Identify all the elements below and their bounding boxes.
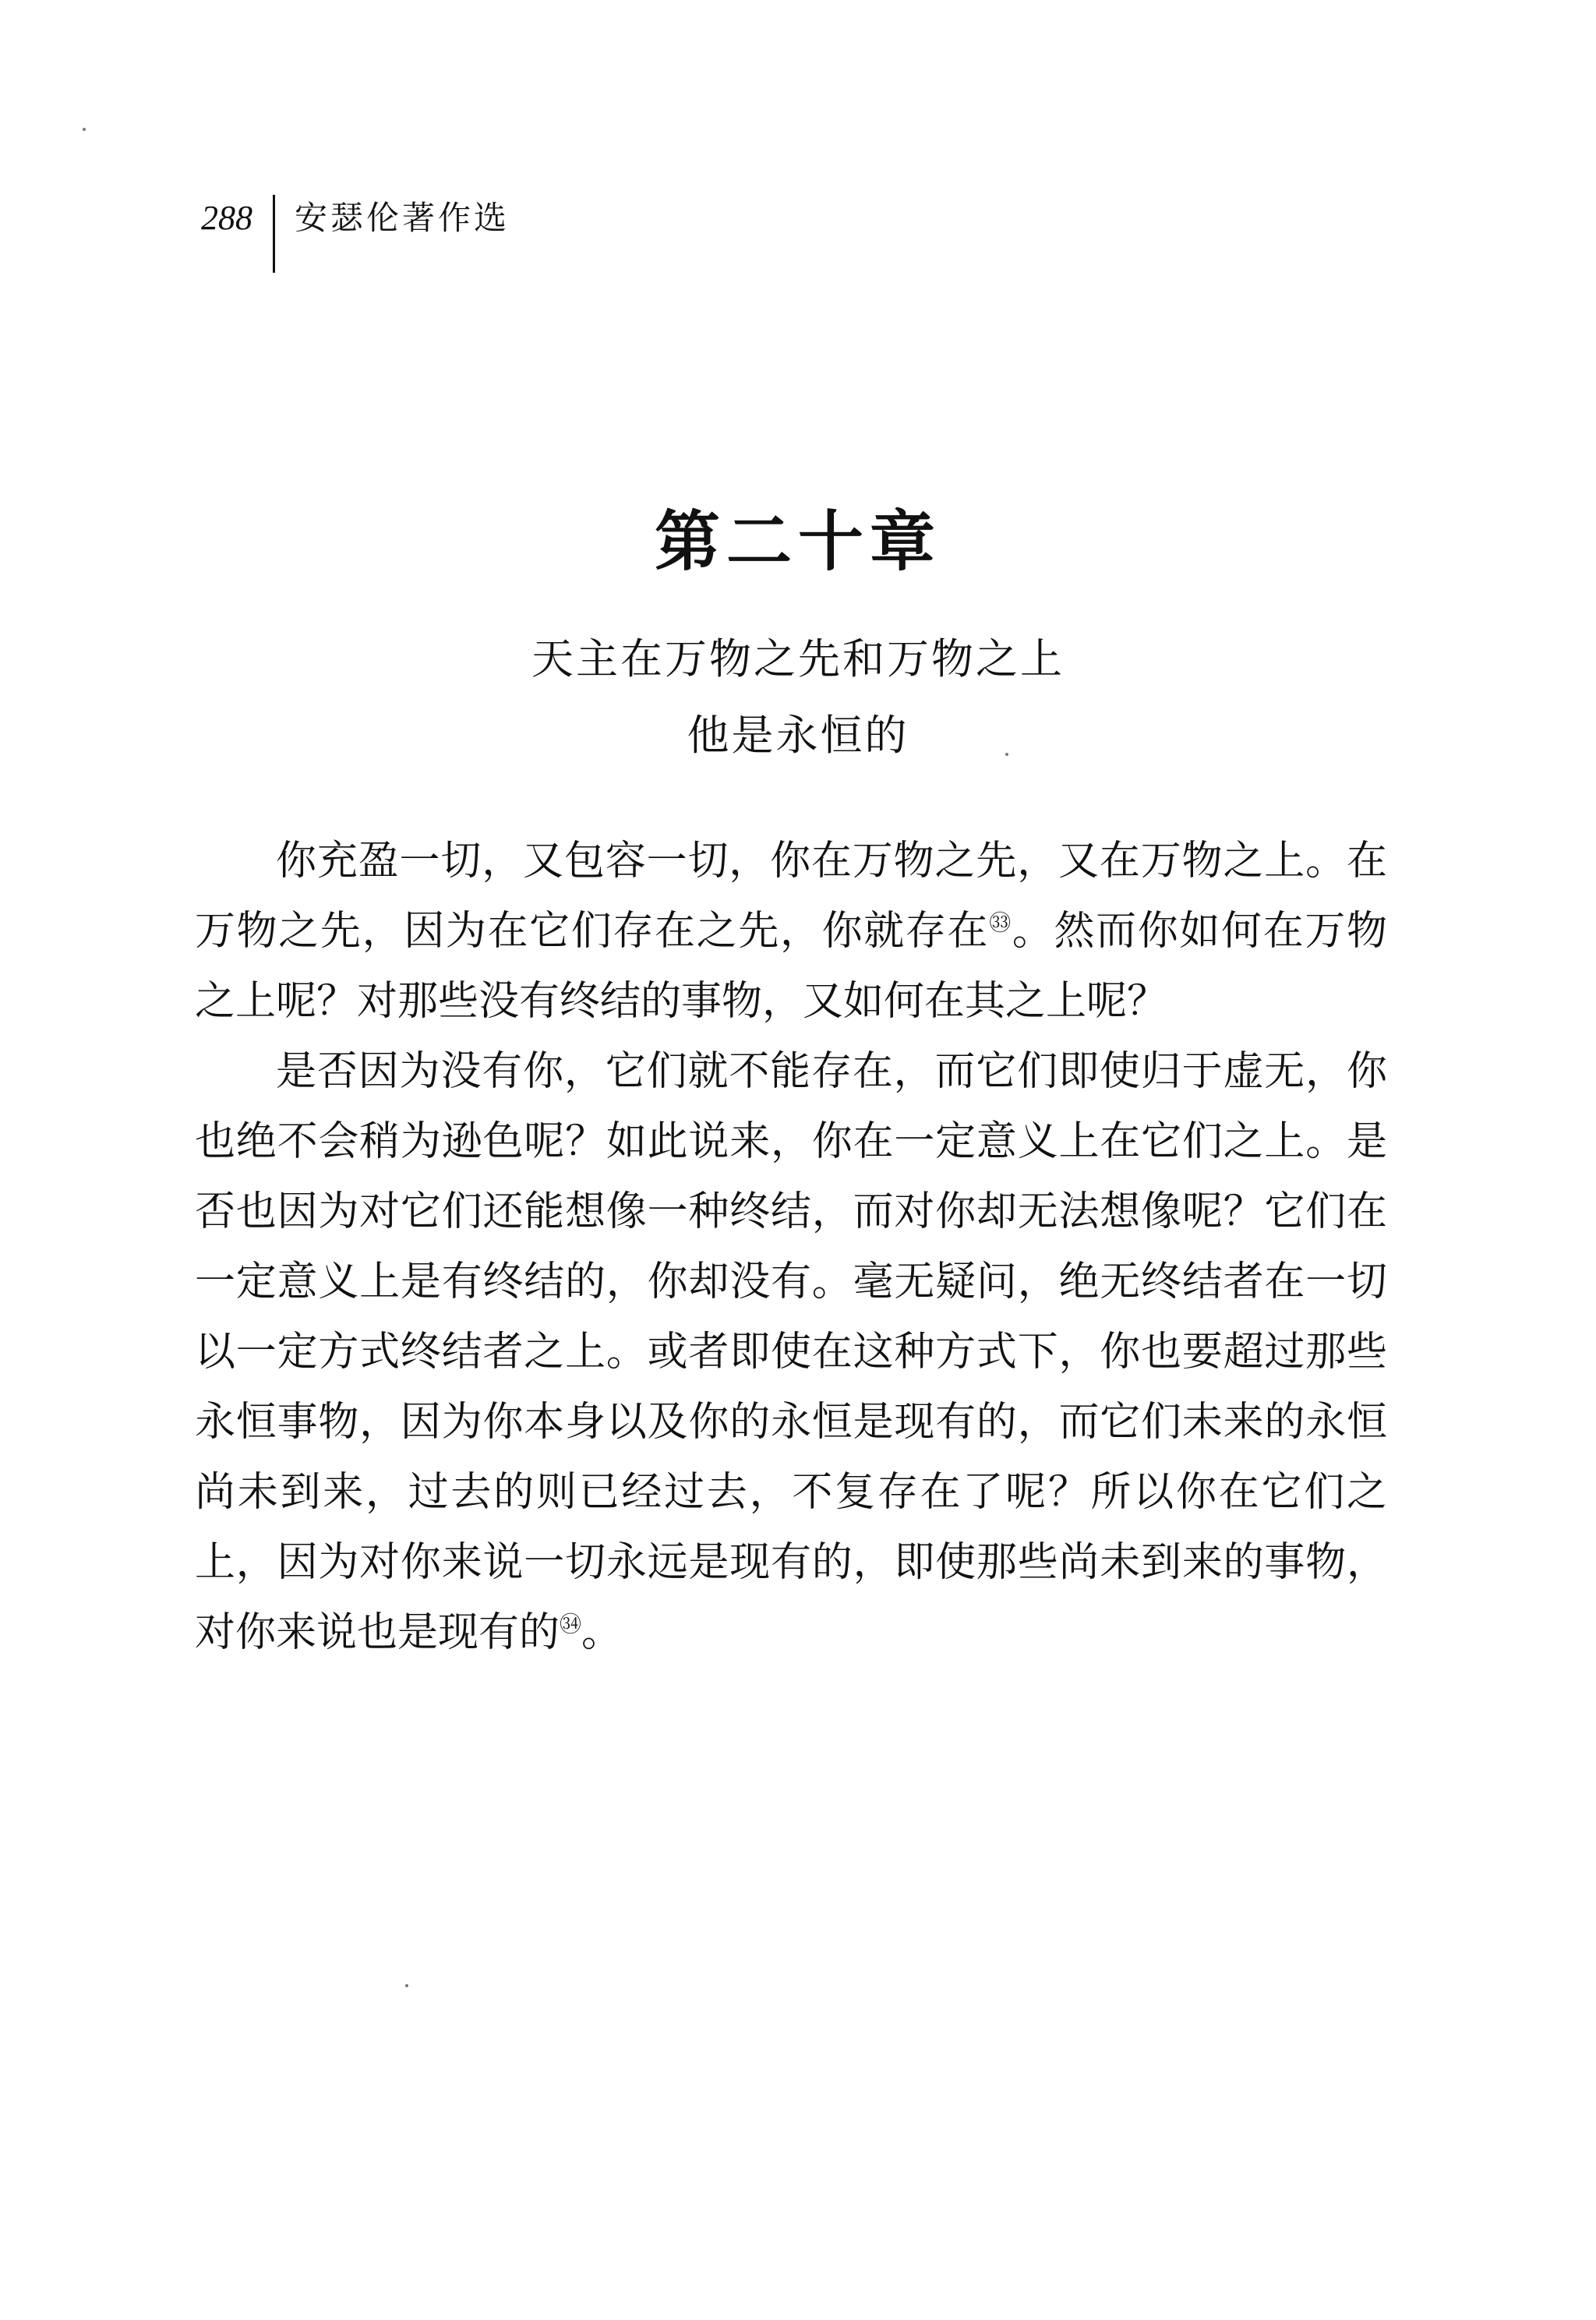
page-number: 288 [201,199,252,237]
paragraph-2 [195,1036,1387,1668]
paragraph-2-text-continued: 。 [581,1609,623,1656]
scan-speck [405,1984,408,1987]
header-divider [273,195,275,273]
paragraph-1-text-continued: 。然而你如何在万物之上呢？对那些没有终结的事物，又如何在其之上呢？ [195,908,1387,1025]
chapter-subtitle-line-2: 他是永恒的 [687,711,909,760]
scan-speck [1005,753,1008,756]
scan-speck [83,128,86,131]
footnote-marker-33[interactable]: ㉝ [989,909,1012,936]
paragraph-1 [195,826,1387,1036]
footnote-marker-34[interactable]: ㉞ [560,1611,582,1637]
paragraph-2-text: 是否因为没有你，它们就不能存在，而它们即使归于虚无，你也绝不会稍为逊色呢？如此说来，你在一定意义上在它们之上。是否也因为对它们还能想像一种终结，而对你却无法想像呢？它们在一定意义上是有终结的，你却没有。毫无疑问，绝无终结者在一切以一定方式终结者之上。或者即使在这种方式下，你也要超过那些永恒事物，因为你本身以及你的永恒是现有的，而它们未来的永恒尚未到来，过去的则已经过去，不复存在了呢？所以你在它们之上，因为对你来说一切永远是现有的，即使那些尚未到来的事物，对你来说也是现有的 [195,1048,1387,1656]
body-text [195,826,1387,1668]
book-title: 安瑟伦著作选 [295,199,510,237]
paragraph-1-text: 你充盈一切，又包容一切，你在万物之先，又在万物之上。在万物之先，因为在它们存在之先，你就存在 [195,838,1387,955]
chapter-title: 第二十章 [654,503,941,580]
chapter-subtitle-line-1: 天主在万物之先和万物之上 [531,634,1065,683]
